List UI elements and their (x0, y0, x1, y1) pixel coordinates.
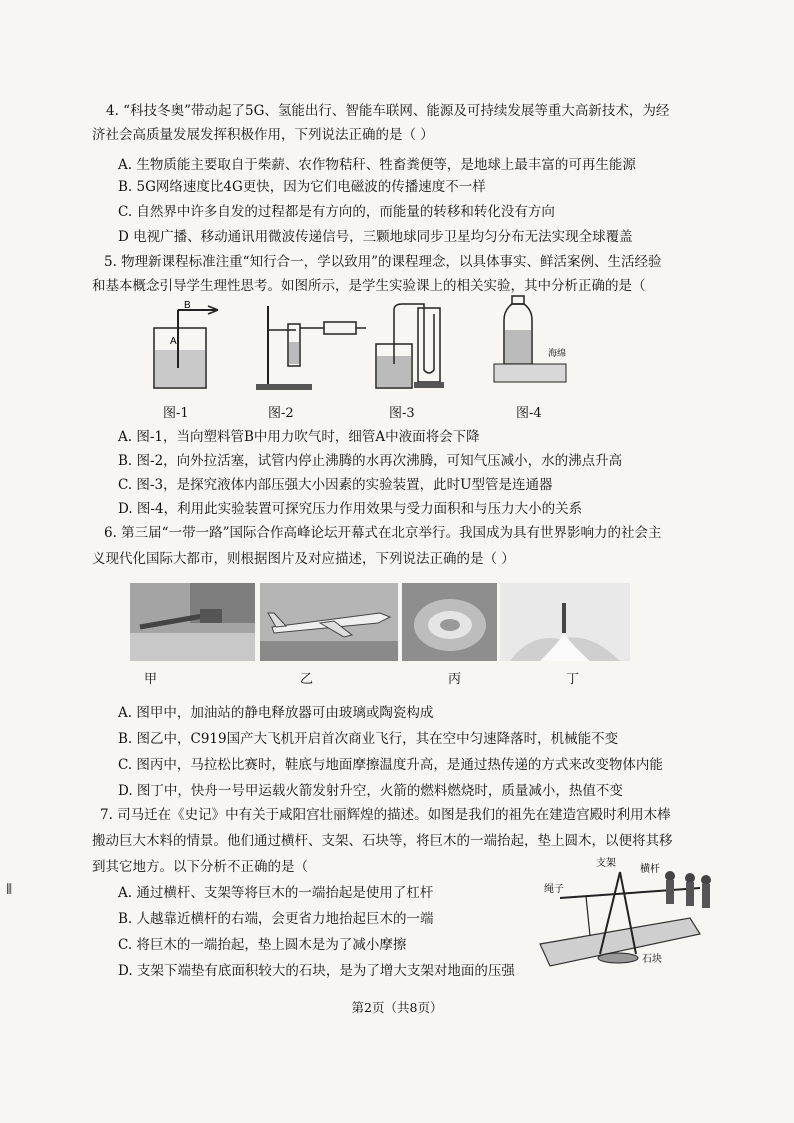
fig7-label-zhijia: 支架 (596, 858, 616, 869)
fig-label-2: 图-2 (268, 406, 294, 421)
figure-2-syringe (252, 302, 367, 394)
q6-option-b: B. 图乙中，C919国产大飞机开启首次商业飞行，其在空中匀速降落时，机械能不变 (118, 731, 619, 747)
fig1-label-b: B (184, 300, 191, 311)
q7-stem-line2: 搬动巨大木料的情景。他们通过横杆、支架、石块等，将巨木的一端抬起，垫上圆木，以便将其移 (92, 833, 673, 849)
q5-option-d: D. 图-4，利用此实验装置可探究压力作用效果与受力面积和与压力大小的关系 (118, 501, 583, 517)
q7-stem-line3: 到其它地方。以下分析不正确的是（ (92, 859, 308, 875)
q5-option-c: C. 图-3，是探究液体内部压强大小因素的实验装置，此时U型管是连通器 (118, 477, 553, 493)
figure-lever-lifting-log (540, 858, 720, 976)
fig1-label-a: A (170, 336, 177, 347)
q7-option-b: B. 人越靠近横杆的右端，会更省力地抬起巨木的一端 (118, 911, 434, 927)
q5-option-a: A. 图-1，当向塑料管B中用力吹气时，细管A中液面将会下降 (118, 429, 480, 445)
q7-stem-line1: 7. 司马迁在《史记》中有关于咸阳宫壮丽辉煌的描述。如图是我们的祖先在建造宫殿时利用木棒 (100, 807, 671, 823)
q5-stem-line1: 5. 物理新课程标准注重“知行合一，学以致用”的课程理念，以具体事实、鲜活案例、生活经验 (104, 254, 662, 270)
fig-label-3: 图-3 (389, 406, 415, 421)
fig4-label-sponge: 海绵 (548, 349, 567, 359)
photo-ding-rocket-launch (500, 583, 630, 661)
q5-option-b: B. 图-2，向外拉活塞，试管内停止沸腾的水再次沸腾，可知气压减小，水的沸点升高 (118, 453, 623, 469)
q6-option-a: A. 图甲中，加油站的静电释放器可由玻璃或陶瓷构成 (118, 705, 434, 721)
q4-option-d: D 电视广播、移动通讯用微波传递信号，三颗地球同步卫星均匀分布无法实现全球覆盖 (118, 229, 633, 245)
fig7-label-shikuai: 石块 (642, 954, 662, 965)
q5-stem-line2: 和基本概念引导学生理性思考。如图所示，是学生实验课上的相关实验，其中分析正确的是（ (92, 278, 646, 294)
fig-label-1: 图-1 (163, 406, 189, 421)
q6-stem-line1: 6. 第三届“一带一路”国际合作高峰论坛开幕式在北京举行。我国成为具有世界影响力的社会主 (104, 525, 662, 541)
q6-option-c: C. 图丙中，马拉松比赛时，鞋底与地面摩擦温度升高，是通过热传递的方式来改变物体内能 (118, 757, 663, 773)
page-footer: 第2页（共8页） (351, 1000, 443, 1015)
photo-yi-c919 (260, 583, 398, 661)
photo-label-ding: 丁 (566, 672, 580, 687)
photo-label-yi: 乙 (300, 672, 314, 687)
photo-jia-gas-station (130, 583, 255, 661)
figure-4-bottle-sponge (492, 296, 582, 388)
q7-option-a: A. 通过横杆、支架等将巨木的一端抬起是使用了杠杆 (118, 885, 434, 901)
q4-option-b: B. 5G网络速度比4G更快，因为它们电磁波的传播速度不一样 (118, 179, 486, 195)
figure-1-blow-tube (148, 298, 228, 394)
q4-stem-line2: 济社会高质量发展发挥积极作用，下列说法正确的是（ ） (92, 127, 434, 143)
q7-option-d: D. 支架下端垫有底面积较大的石块，是为了增大支架对地面的压强 (118, 963, 515, 979)
fig7-label-henggan: 横杆 (640, 864, 660, 875)
fig-label-4: 图-4 (516, 406, 542, 421)
photo-label-bing: 丙 (448, 672, 462, 687)
photo-label-jia: 甲 (144, 672, 158, 687)
q4-option-c: C. 自然界中许多自发的过程都是有方向的，而能量的转移和转化没有方向 (118, 204, 555, 220)
q4-stem-line1: 4. “科技冬奥”带动起了5G、氢能出行、智能车联网、能源及可持续发展等重大高新技术，为经 (106, 103, 670, 119)
q7-option-c: C. 将巨木的一端抬起，垫上圆木是为了减小摩擦 (118, 937, 407, 953)
figure-3-pressure-gauge (372, 300, 452, 394)
q6-option-d: D. 图丁中，快舟一号甲运载火箭发射升空，火箭的燃料燃烧时，质量减小，热值不变 (118, 783, 623, 799)
binding-hole-marks: ⦀ (6, 882, 13, 898)
fig7-label-shengzi: 绳子 (544, 884, 564, 895)
photo-bing-marathon (402, 583, 497, 661)
q4-option-a: A. 生物质能主要取自于柴薪、农作物秸秆、牲畜粪便等，是地球上最丰富的可再生能源 (118, 157, 636, 173)
q6-stem-line2: 义现代化国际大都市，则根据图片及对应描述，下列说法正确的是（ ） (92, 551, 515, 567)
